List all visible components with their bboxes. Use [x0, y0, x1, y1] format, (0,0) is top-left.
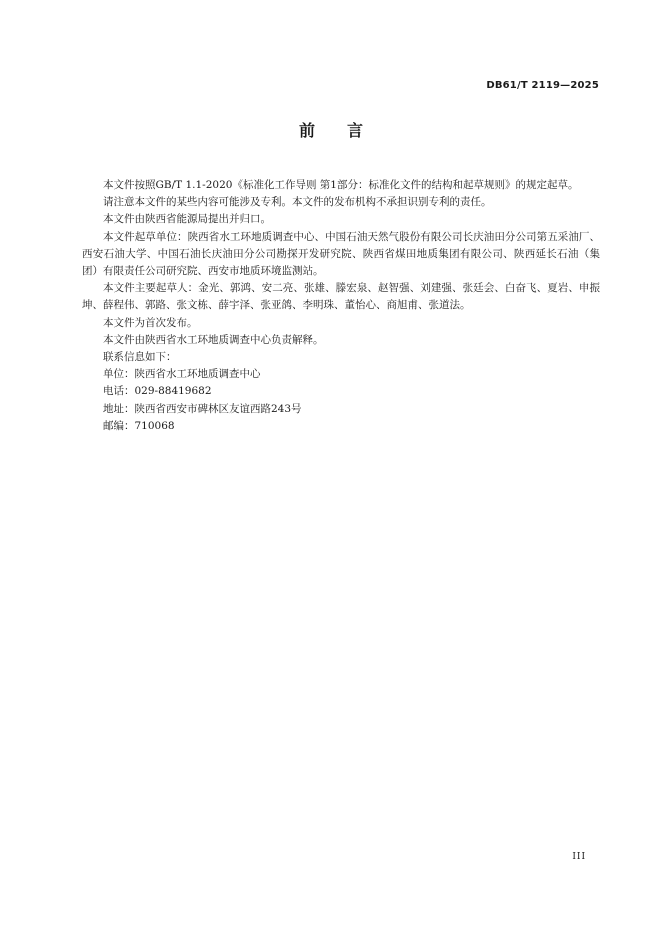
contact-phone: 电话：029-88419682	[103, 385, 212, 398]
paragraph-drafting-units: 本文件起草单位：陕西省水工环地质调查中心、中国石油天然气股份有限公司长庆油田分公司第五采油厂、西安石油大学、中国石油长庆油田分公司勘探开发研究院、陕西省煤田地质集团有限公司、陕西延长石油（集团）有限责任公司研究院、西安市地质环境监测站。	[82, 230, 600, 278]
document-code: DB61/T 2119—2025	[486, 80, 599, 91]
section-title: 前言	[298, 121, 395, 140]
contact-unit: 单位：陕西省水工环地质调查中心	[103, 368, 261, 381]
paragraph-first-release: 本文件为首次发布。	[103, 316, 198, 329]
contact-postcode: 邮编：710068	[103, 419, 175, 432]
paragraph-proposer: 本文件由陕西省能源局提出并归口。	[103, 213, 271, 226]
paragraph-patent-notice: 请注意本文件的某些内容可能涉及专利。本文件的发布机构不承担识别专利的责任。	[103, 196, 492, 209]
paragraph-interpretation: 本文件由陕西省水工环地质调查中心负责解释。	[103, 333, 324, 346]
paragraph-drafters: 本文件主要起草人：金光、郭鸿、安二亮、张雄、滕宏泉、赵智强、刘建强、张廷会、白奋飞、夏岩、申振坤、薛程伟、郭路、张文栋、薛宇泽、张亚鸽、李明珠、董怡心、商旭甫、张道法。	[82, 282, 600, 312]
foreword-body	[82, 177, 600, 435]
paragraph-contact-heading: 联系信息如下：	[103, 351, 177, 364]
paragraph-standard-basis: 本文件按照GB/T 1.1-2020《标准化工作导则 第1部分：标准化文件的结构和起草规则》的规定起草。	[103, 179, 579, 191]
page-number: III	[572, 852, 586, 862]
contact-address: 地址：陕西省西安市碑林区友谊西路243号	[103, 402, 302, 415]
